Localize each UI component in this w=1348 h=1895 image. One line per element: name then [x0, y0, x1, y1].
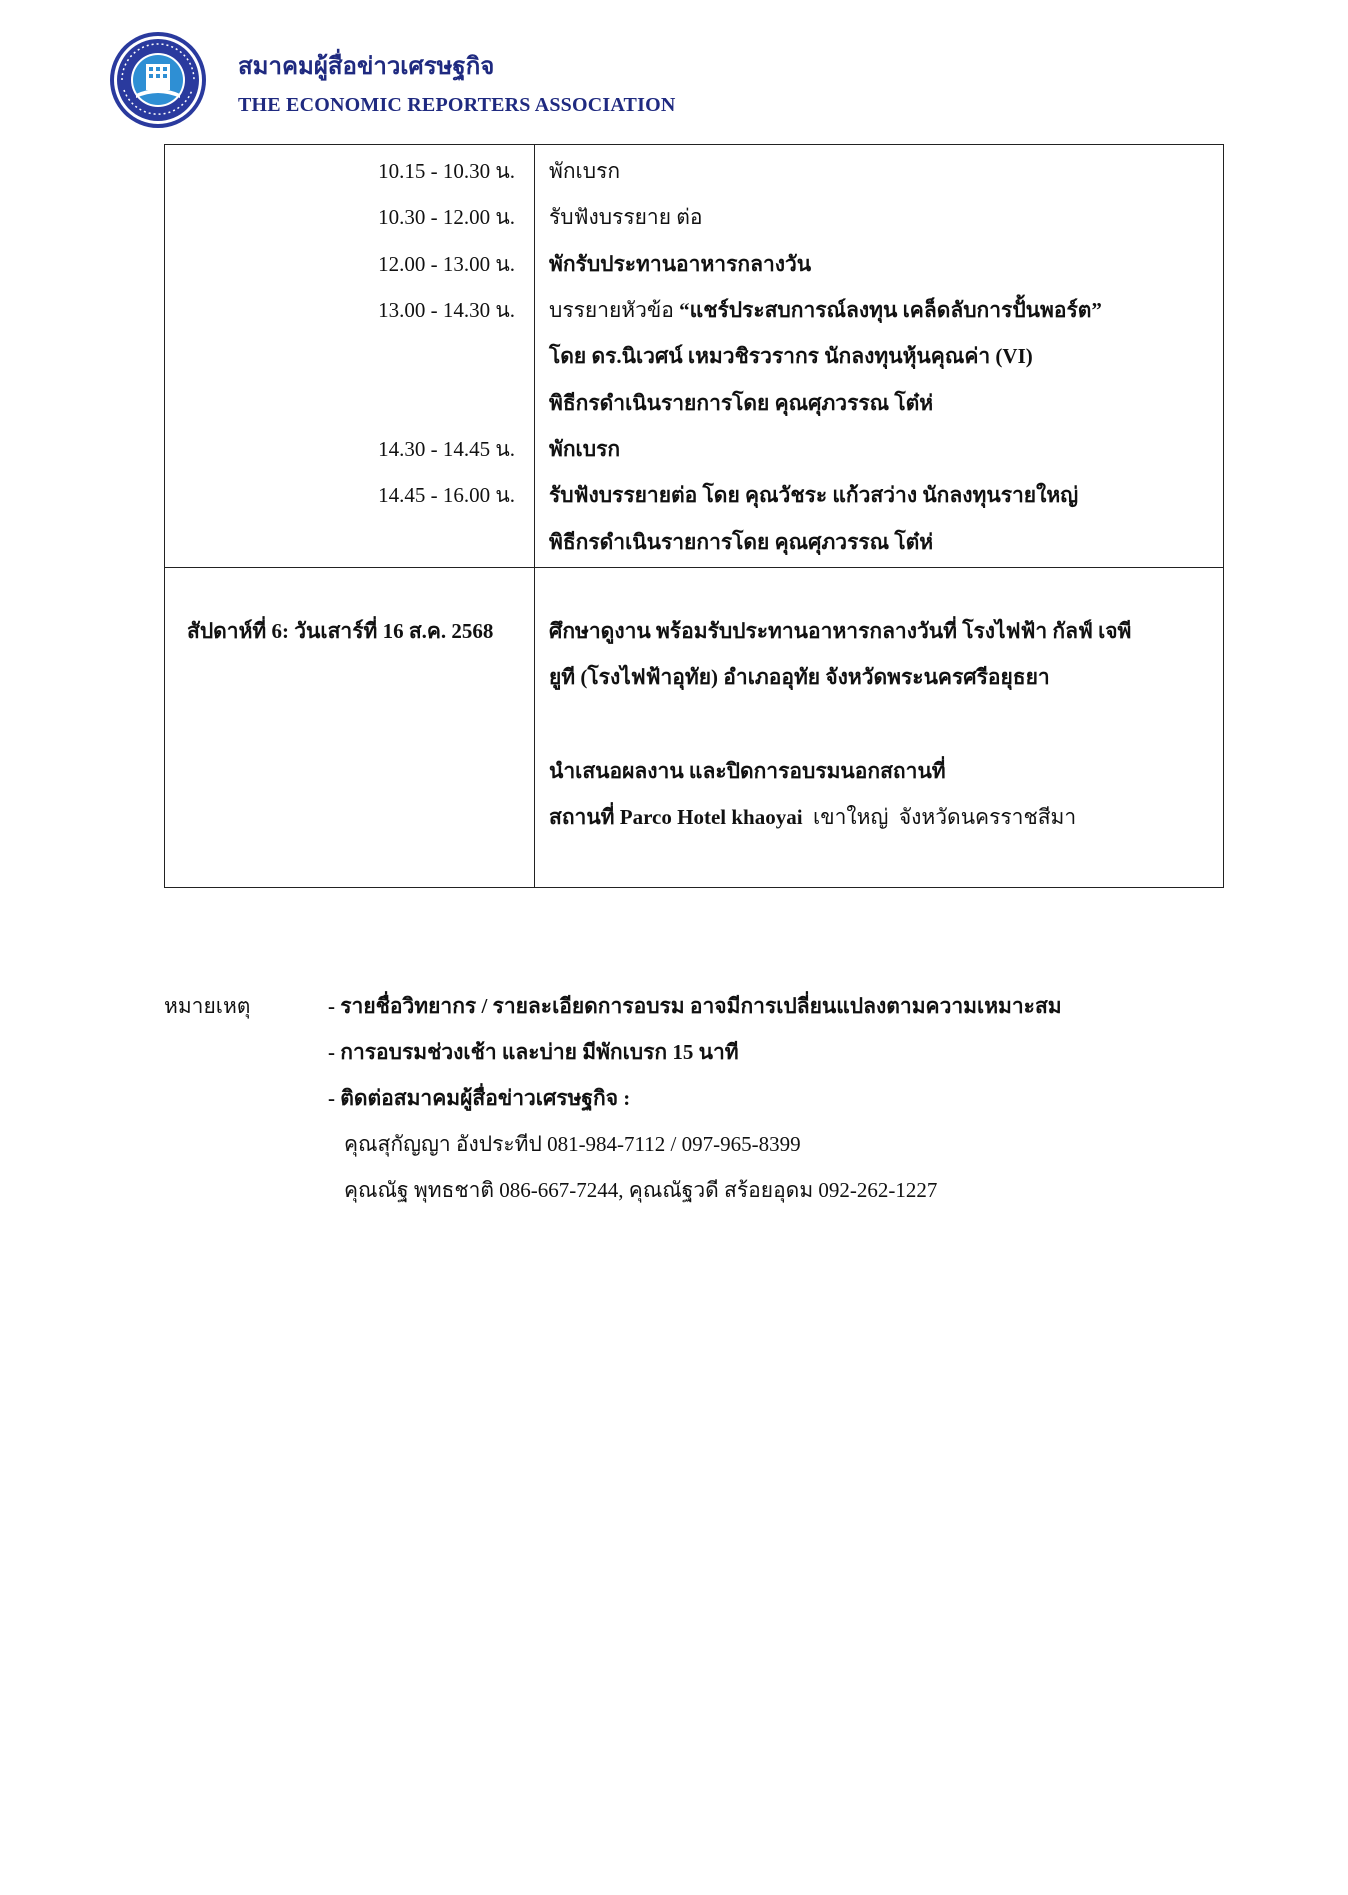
letterhead [108, 30, 808, 130]
activity-cell: รับฟังบรรยายต่อ โดย คุณวัชระ แก้วสว่าง นักลงทุนรายใหญ่ [549, 483, 1079, 507]
contact-line: คุณสุกัญญา อังประทีป 081-984-7112 / 097-965-8399 [344, 1132, 801, 1156]
topic-prefix: บรรยายหัวข้อ [549, 298, 680, 322]
week-6-label: สัปดาห์ที่ 6: วันเสาร์ที่ 16 ส.ค. 2568 [187, 619, 494, 643]
time-cell: 10.30 - 12.00 น. [378, 205, 515, 229]
contact-line: คุณณัฐ พุทธชาติ 086-667-7244, คุณณัฐวดี สร้อยอุดม 092-262-1227 [344, 1178, 938, 1202]
speaker-line: โดย ดร.นิเวศน์ เหมวชิรวรากร นักลงทุนหุ้นคุณค่า (VI) [549, 344, 1033, 368]
time-cell: 12.00 - 13.00 น. [378, 252, 515, 276]
closing-line: นำเสนอผลงาน และปิดการอบรมนอกสถานที่ [549, 759, 946, 783]
notes-label: หมายเหตุ [164, 994, 251, 1018]
time-cell: 13.00 - 14.30 น. [378, 298, 515, 322]
note-item: - รายชื่อวิทยากร / รายละเอียดการอบรม อาจมีการเปลี่ยนแปลงตามความเหมาะสม [328, 994, 1062, 1018]
study-visit-line: ศึกษาดูงาน พร้อมรับประทานอาหารกลางวันที่ โรงไฟฟ้า กัลฟ์ เจพี [549, 619, 1132, 643]
activity-cell: รับฟังบรรยาย ต่อ [549, 205, 703, 229]
venue-line [549, 801, 1219, 834]
activity-cell: พักเบรก [549, 437, 621, 461]
row-divider [165, 567, 1223, 568]
study-visit-location: ยูที (โรงไฟฟ้าอุทัย) อำเภออุทัย จังหวัดพระนครศรีอยุธยา [549, 665, 1050, 689]
activity-cell: พักเบรก [549, 159, 621, 183]
note-item: - ติดต่อสมาคมผู้สื่อข่าวเศรษฐกิจ : [328, 1086, 631, 1110]
venue-name: สถานที่ Parco Hotel khaoyai [549, 805, 803, 829]
org-name-thai: สมาคมผู้สื่อข่าวเศรษฐกิจ [238, 54, 495, 80]
topic-title: “แชร์ประสบการณ์ลงทุน เคล็ดลับการปั้นพอร์ต” [679, 298, 1102, 322]
activity-cell: พักรับประทานอาหารกลางวัน [549, 252, 812, 276]
note-item: - การอบรมช่วงเช้า และบ่าย มีพักเบรก 15 นาที [328, 1040, 739, 1064]
schedule-table [164, 144, 1224, 888]
activity-cell [549, 294, 1219, 327]
org-name-english: THE ECONOMIC REPORTERS ASSOCIATION [238, 94, 676, 116]
host-line: พิธีกรดำเนินรายการโดย คุณศุภวรรณ โต๋ห่ [549, 530, 934, 554]
host-line: พิธีกรดำเนินรายการโดย คุณศุภวรรณ โต๋ห่ [549, 391, 934, 415]
time-cell: 14.30 - 14.45 น. [378, 437, 515, 461]
venue-location: เขาใหญ่ จังหวัดนครราชสีมา [802, 805, 1077, 829]
column-divider [534, 145, 535, 887]
time-cell: 14.45 - 16.00 น. [378, 483, 515, 507]
association-seal-logo [108, 30, 208, 130]
time-cell: 10.15 - 10.30 น. [378, 159, 515, 183]
